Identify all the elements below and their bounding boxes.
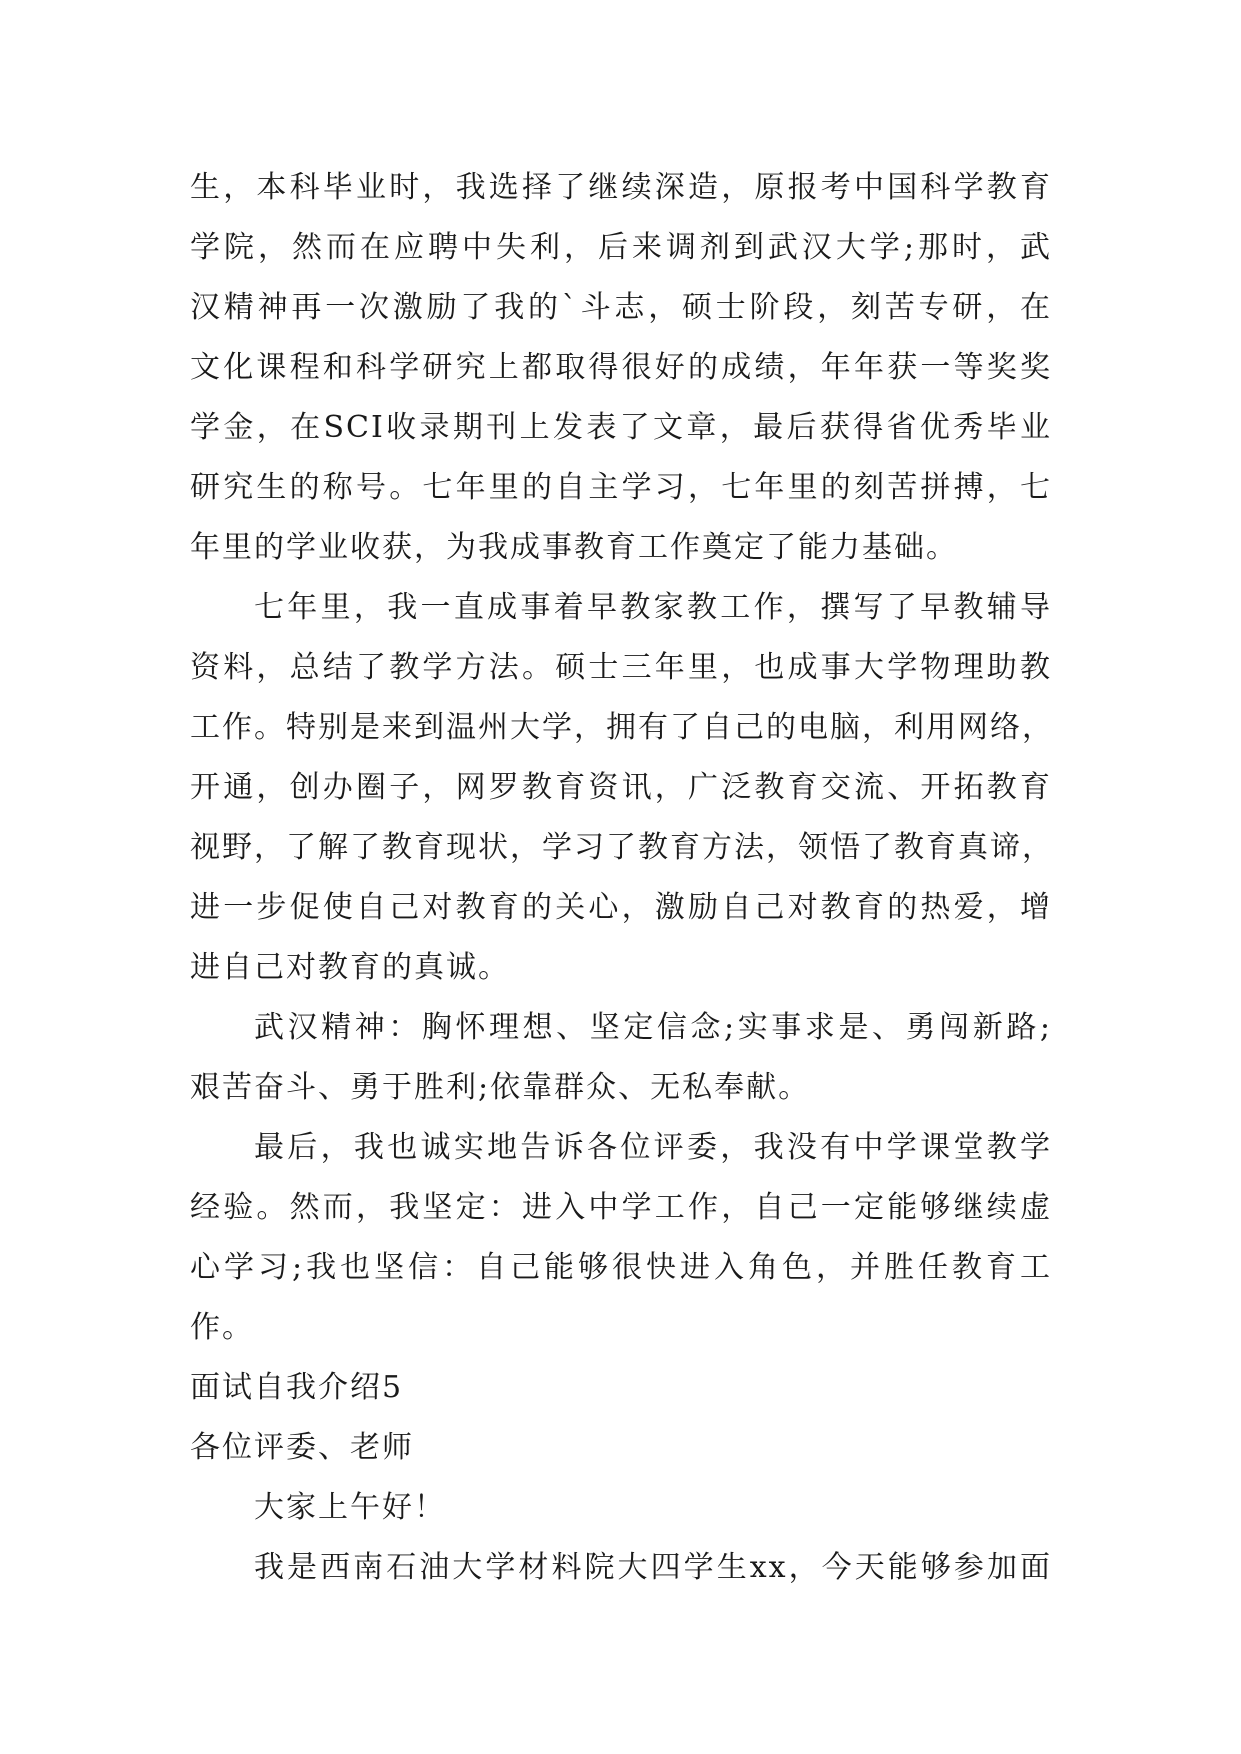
text-line: 开通，创办圈子，网罗教育资讯，广泛教育交流、开拓教育 [190,770,1052,805]
text-line: 进自己对教育的真诚。 [190,950,510,985]
text-line: 工作。特别是来到温州大学，拥有了自己的电脑，利用网络， [190,710,1054,745]
text-line: 大家上午好！ [254,1490,446,1525]
text-line: 年里的学业收获，为我成事教育工作奠定了能力基础。 [190,530,958,565]
text-line: 进一步促使自己对教育的关心，激励自己对教育的热爱，增 [190,890,1052,925]
text-line: 艰苦奋斗、勇于胜利;依靠群众、无私奉献。 [190,1070,811,1105]
text-line: 我是西南石油大学材料院大四学生xx，今天能够参加面 [254,1550,1052,1585]
text-line: 汉精神再一次激励了我的`斗志，硕士阶段，刻苦专研，在 [190,290,1052,325]
text-line: 作。 [190,1310,254,1345]
text-line: 武汉精神：胸怀理想、坚定信念;实事求是、勇闯新路; [254,1010,1052,1045]
text-line: 资料，总结了教学方法。硕士三年里，也成事大学物理助教 [190,650,1052,685]
text-line: 文化课程和科学研究上都取得很好的成绩，年年获一等奖奖 [190,350,1052,385]
text-line: 研究生的称号。七年里的自主学习，七年里的刻苦拼搏，七 [190,470,1052,505]
text-line: 经验。然而，我坚定：进入中学工作，自己一定能够继续虚 [190,1190,1052,1225]
document-body [190,158,1052,1598]
text-line: 学院，然而在应聘中失利，后来调剂到武汉大学;那时，武 [190,230,1052,265]
text-line: 七年里，我一直成事着早教家教工作，撰写了早教辅导 [254,590,1052,625]
text-line: 最后，我也诚实地告诉各位评委，我没有中学课堂教学 [254,1130,1052,1165]
text-line: 面试自我介绍5 [190,1370,404,1405]
text-line: 生，本科毕业时，我选择了继续深造，原报考中国科学教育 [190,170,1052,205]
text-line: 各位评委、老师 [190,1430,414,1465]
text-line: 学金，在SCI收录期刊上发表了文章，最后获得省优秀毕业 [190,410,1052,445]
text-line: 心学习;我也坚信：自己能够很快进入角色，并胜任教育工 [190,1250,1052,1285]
text-line: 视野，了解了教育现状，学习了教育方法，领悟了教育真谛， [190,830,1054,865]
